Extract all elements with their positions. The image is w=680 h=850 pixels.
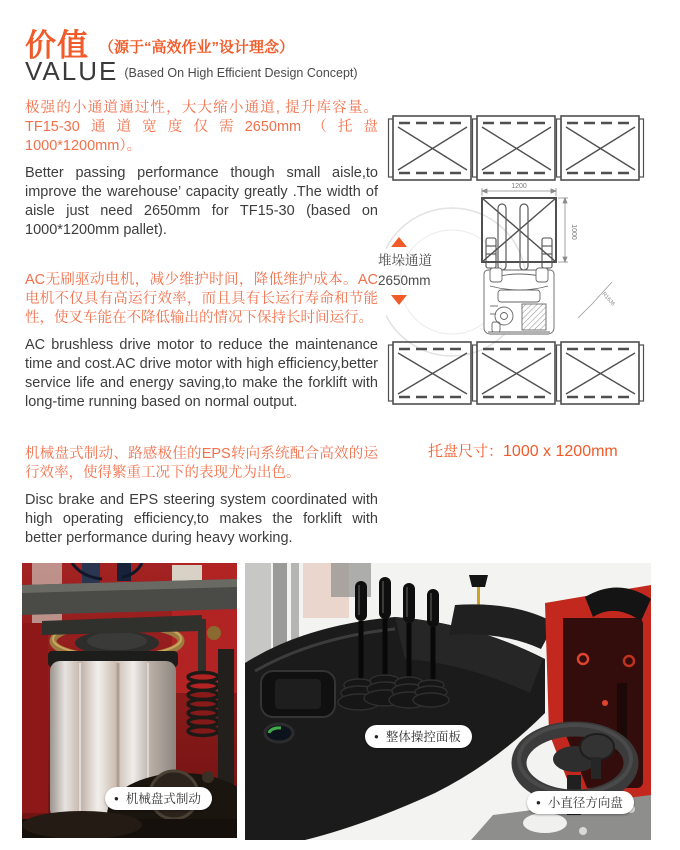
center-pallet: [482, 198, 556, 270]
photo-disc-brake: [22, 563, 237, 838]
feature3-text-cn: 机械盘式制动、路感极佳的EPS转向系统配合高效的运行效率，使得繁重工况下的表现尤为出色。: [25, 446, 378, 481]
caption-disc-brake: [105, 787, 212, 810]
radius-dimension: [578, 282, 616, 318]
photo-control-panel: [245, 563, 651, 840]
caption-bullet-icon: ●: [114, 793, 119, 803]
feature1-text-cn: 极强的小通道通过性，大大缩小通道, 提升库容量。TF15-30通道宽度仅需2650mm（托盘1000*1200mm）。: [25, 100, 378, 154]
aisle-width-value: 2650mm: [378, 273, 431, 288]
pallet-size-caption: [428, 440, 618, 461]
page-title: 价值: [25, 28, 89, 63]
pallet-size-label: 托盘尺寸：: [428, 443, 504, 460]
caption-disc-brake-text: 机械盘式制动: [125, 792, 201, 806]
width-dimension-label: 1200: [511, 183, 527, 190]
radius-dimension-label: R1636: [600, 291, 616, 308]
feature2-text-en: AC brushless drive motor to reduce the maintenance time and cost.AC drive motor with high efficiency,better service life and energy saving,to make the forklift with long-time running based on normal output.: [25, 337, 378, 410]
aisle-up-arrow-icon: [391, 237, 407, 247]
caption-control-panel-text: 整体操控面板: [385, 730, 461, 744]
caption-steering-wheel-text: 小直径方向盘: [547, 796, 623, 810]
depth-dimension: [558, 198, 568, 262]
caption-steering-wheel: [527, 791, 634, 814]
feature3-text-en: Disc brake and EPS steering system coordinated with high operating efficiency,to makes the forklift with better performance during heavy working.: [25, 492, 378, 546]
aisle-width-label: [378, 233, 442, 309]
aisle-down-arrow-icon: [391, 295, 407, 305]
forklift-drawing: [484, 268, 554, 334]
page-subheader: [25, 56, 358, 87]
feature-text-column: [25, 99, 378, 548]
page-title-note-en: (Based On High Efficient Design Concept): [124, 66, 358, 80]
pallet-row-top: [389, 116, 644, 180]
feature1-text-en: Better passing performance though small aisle,to improve the warehouse’ capacity greatly .The width of aisle just need 2650mm for TF15-30 (based on 1000*1200mm pallet).: [25, 165, 378, 238]
page-title-note: （源于“高效作业”设计理念）: [99, 39, 295, 56]
aisle-label-cn: 堆垛通道: [378, 253, 432, 268]
depth-dimension-label: 1000: [570, 224, 577, 240]
caption-bullet-icon: ●: [536, 797, 541, 807]
caption-control-panel: [365, 725, 472, 748]
pallet-size-value: 1000 x 1200mm: [503, 443, 618, 460]
page-title-en: VALUE: [25, 56, 119, 86]
caption-bullet-icon: ●: [374, 731, 379, 741]
feature2-text-cn: AC无刷驱动电机，减少维护时间，降低维护成本。AC电机不仅具有高运行效率，而且具有长运行寿命和节能性，使叉车能在不降低输出的情况下保持长时间运行。: [25, 272, 378, 326]
